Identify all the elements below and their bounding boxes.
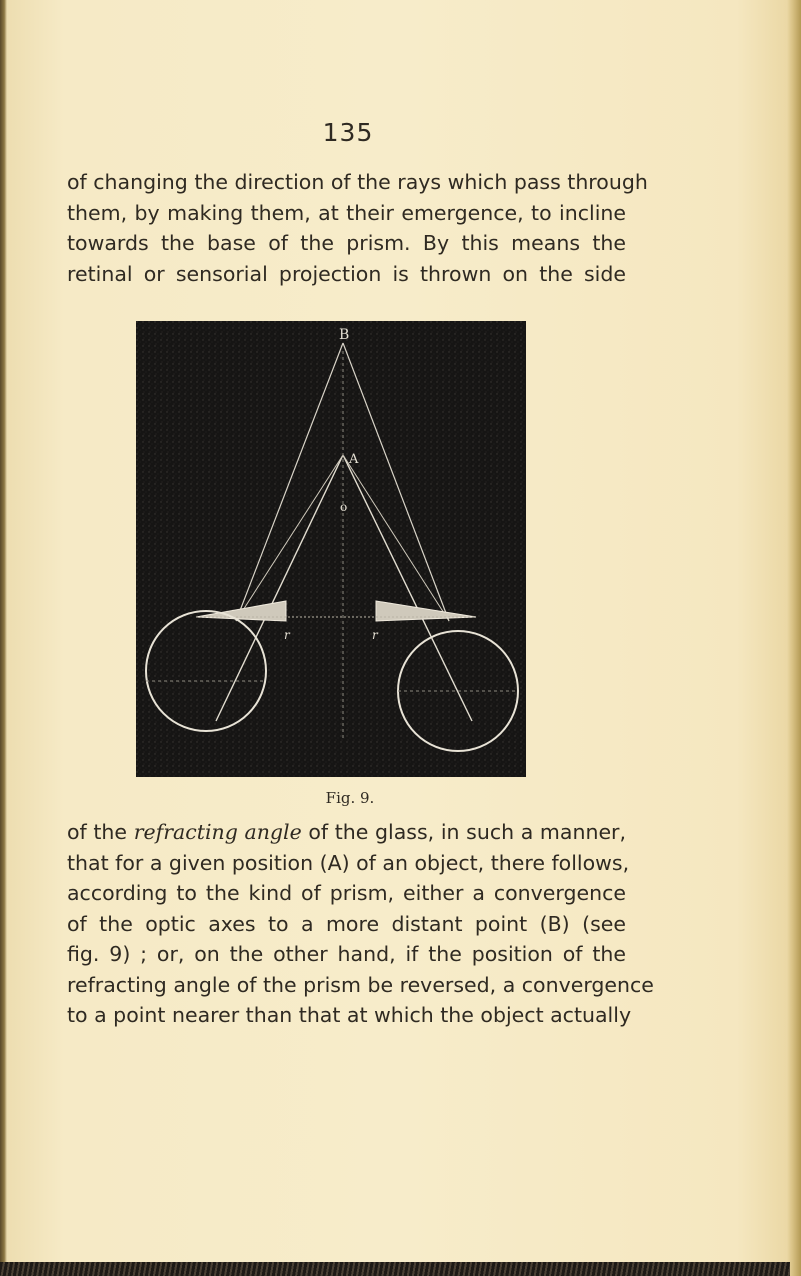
- label-a: A: [349, 452, 359, 467]
- text-run: of the: [67, 820, 134, 844]
- page-right-edge: [787, 0, 801, 1276]
- text-line: that for a given position (A) of an object, there follows,: [67, 850, 630, 875]
- text-line: according to the kind of prism, either a convergence: [67, 881, 626, 905]
- text-run: of the glass, in such a manner,: [301, 820, 626, 844]
- text-line: them, by making them, at their emergence, to incline: [67, 200, 626, 225]
- page-bottom-edge: [0, 1262, 790, 1276]
- page-number: 135: [322, 118, 374, 147]
- paragraph-bottom: [67, 817, 654, 1031]
- paragraph-top: [67, 167, 648, 289]
- italic-term: refracting angle: [133, 820, 302, 844]
- label-b: B: [339, 327, 350, 343]
- page-left-edge: [0, 0, 7, 1276]
- text-line: of changing the direction of the rays which pass through: [67, 170, 648, 194]
- text-line: towards the base of the prism. By this means the: [67, 231, 626, 255]
- figure-caption: Fig. 9.: [325, 789, 375, 807]
- label-r-right: r: [372, 628, 378, 642]
- figure-background: [136, 321, 526, 777]
- text-line: retinal or sensorial projection is thrown on the side: [67, 261, 626, 286]
- text-line: [67, 817, 626, 848]
- text-line: to a point nearer than that at which the object actually: [67, 1003, 632, 1027]
- figure-prism-diagram: [136, 321, 526, 777]
- text-line: refracting angle of the prism be reversed, a convergence: [67, 972, 654, 997]
- label-o: o: [340, 500, 348, 514]
- prism-diagram-svg: [136, 321, 526, 777]
- label-r-left: r: [284, 628, 290, 642]
- text-line: fig. 9) ; or, on the other hand, if the position of the: [67, 942, 626, 966]
- text-line: of the optic axes to a more distant point (B) (see: [67, 911, 626, 936]
